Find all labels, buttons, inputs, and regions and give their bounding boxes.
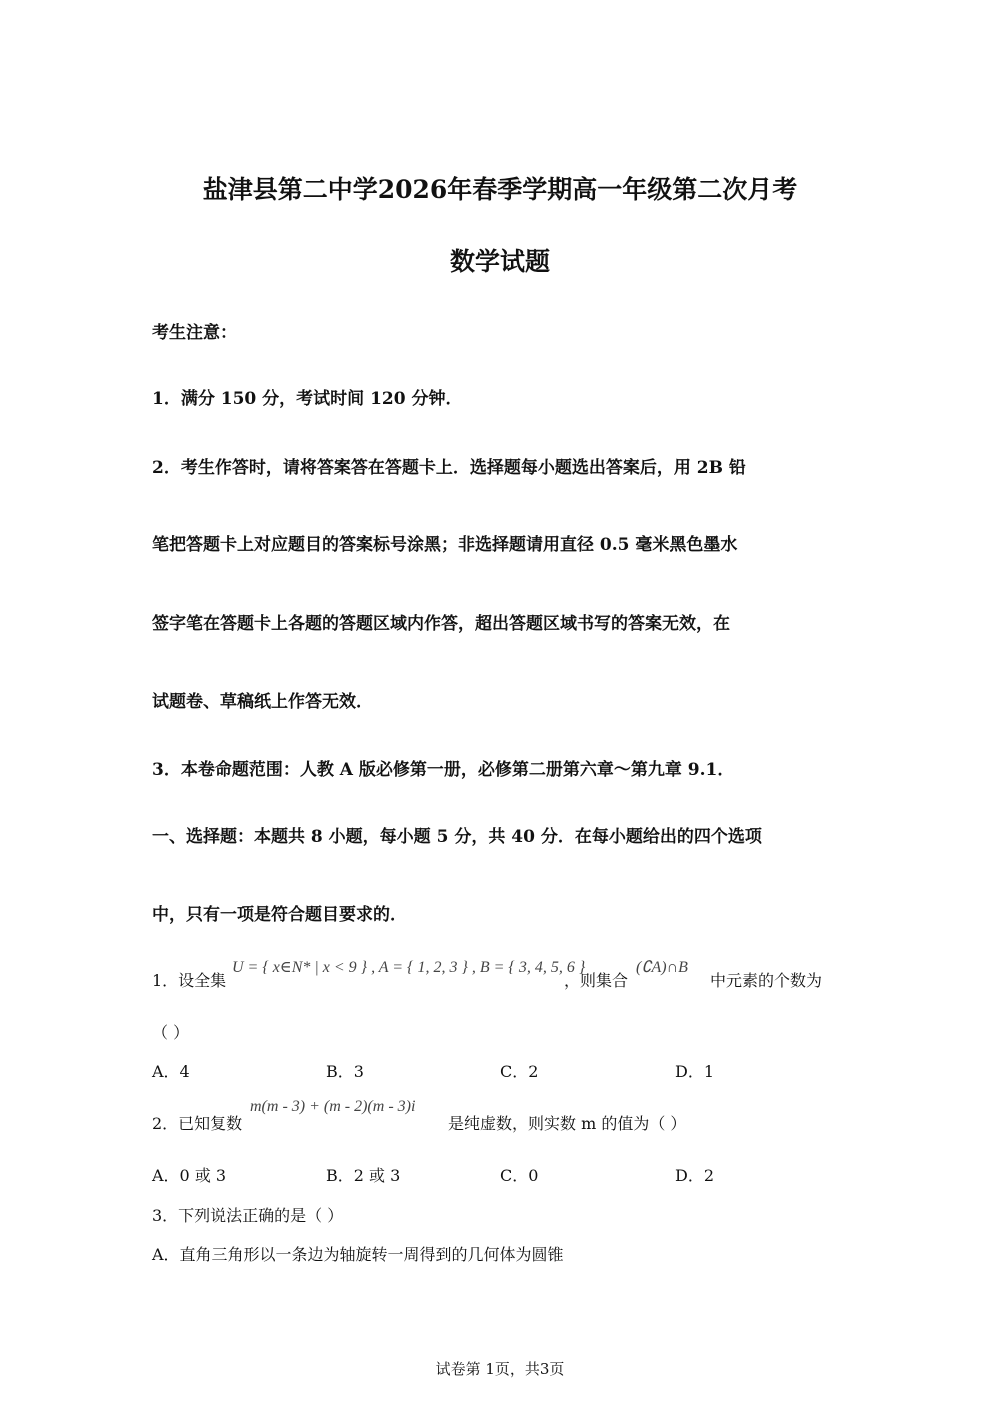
q1-option-d[interactable]: D．1 [675,1062,715,1081]
notice-line-6: 3．本卷命题范围：人教 A 版必修第一册，必修第二册第六章～第九章 9.1． [152,760,735,780]
notice-line-2: 2．考生作答时，请将答案答在答题卡上．选择题每小题选出答案后，用 2B 铅 [152,458,746,478]
q1-option-b[interactable]: B．3 [326,1062,364,1081]
q1-sets-formula: U = { x∈N* | x < 9 } , A = { 1, 2, 3 } , B = { 3, 4, 5, 6 } [232,959,586,976]
q2-option-d[interactable]: D．2 [675,1166,715,1185]
notice-line-5: 试题卷、草稿纸上作答无效． [152,692,373,712]
notice-heading: 考生注意： [152,323,237,343]
q1-middle: ，则集合 [564,971,629,990]
section-heading-line-2: 中，只有一项是符合题目要求的． [152,905,407,925]
q1-suffix: 中元素的个数为 [710,971,823,990]
notice-line-4: 签字笔在答题卡上各题的答题区域内作答，超出答题区域书写的答案无效，在 [152,614,730,634]
q3-option-a[interactable]: A．直角三角形以一条边为轴旋转一周得到的几何体为圆锥 [152,1245,564,1264]
page-footer: 试卷第 1页，共3页 [435,1360,565,1378]
q3-stem: 3．下列说法正确的是（ ） [152,1206,344,1225]
q1-option-c[interactable]: C．2 [500,1062,539,1081]
q2-option-a[interactable]: A．0 或 3 [152,1166,227,1185]
q2-suffix: 是纯虚数，则实数 m 的值为（ ） [448,1114,687,1133]
notice-line-3: 笔把答题卡上对应题目的答案标号涂黑；非选择题请用直径 0.5 毫米黑色墨水 [152,535,738,555]
exam-title: 盐津县第二中学2026年春季学期高一年级第二次月考 [202,175,798,204]
q2-prefix: 2．已知复数 [152,1114,243,1133]
q1-prefix: 1．设全集 [152,971,227,990]
q2-option-c[interactable]: C．0 [500,1166,539,1185]
q1-answer-paren: （ ） [152,1023,190,1042]
q1-complement-formula: (∁A)∩B [636,959,688,976]
q2-option-b[interactable]: B．2 或 3 [326,1166,401,1185]
q2-complex-formula: m(m - 3) + (m - 2)(m - 3)i [250,1098,416,1115]
notice-line-1: 1．满分 150 分，考试时间 120 分钟． [152,389,463,409]
section-heading-line-1: 一、选择题：本题共 8 小题，每小题 5 分，共 40 分．在每小题给出的四个选项 [152,827,762,847]
exam-subtitle: 数学试题 [449,247,550,276]
q1-option-a[interactable]: A．4 [152,1062,190,1081]
